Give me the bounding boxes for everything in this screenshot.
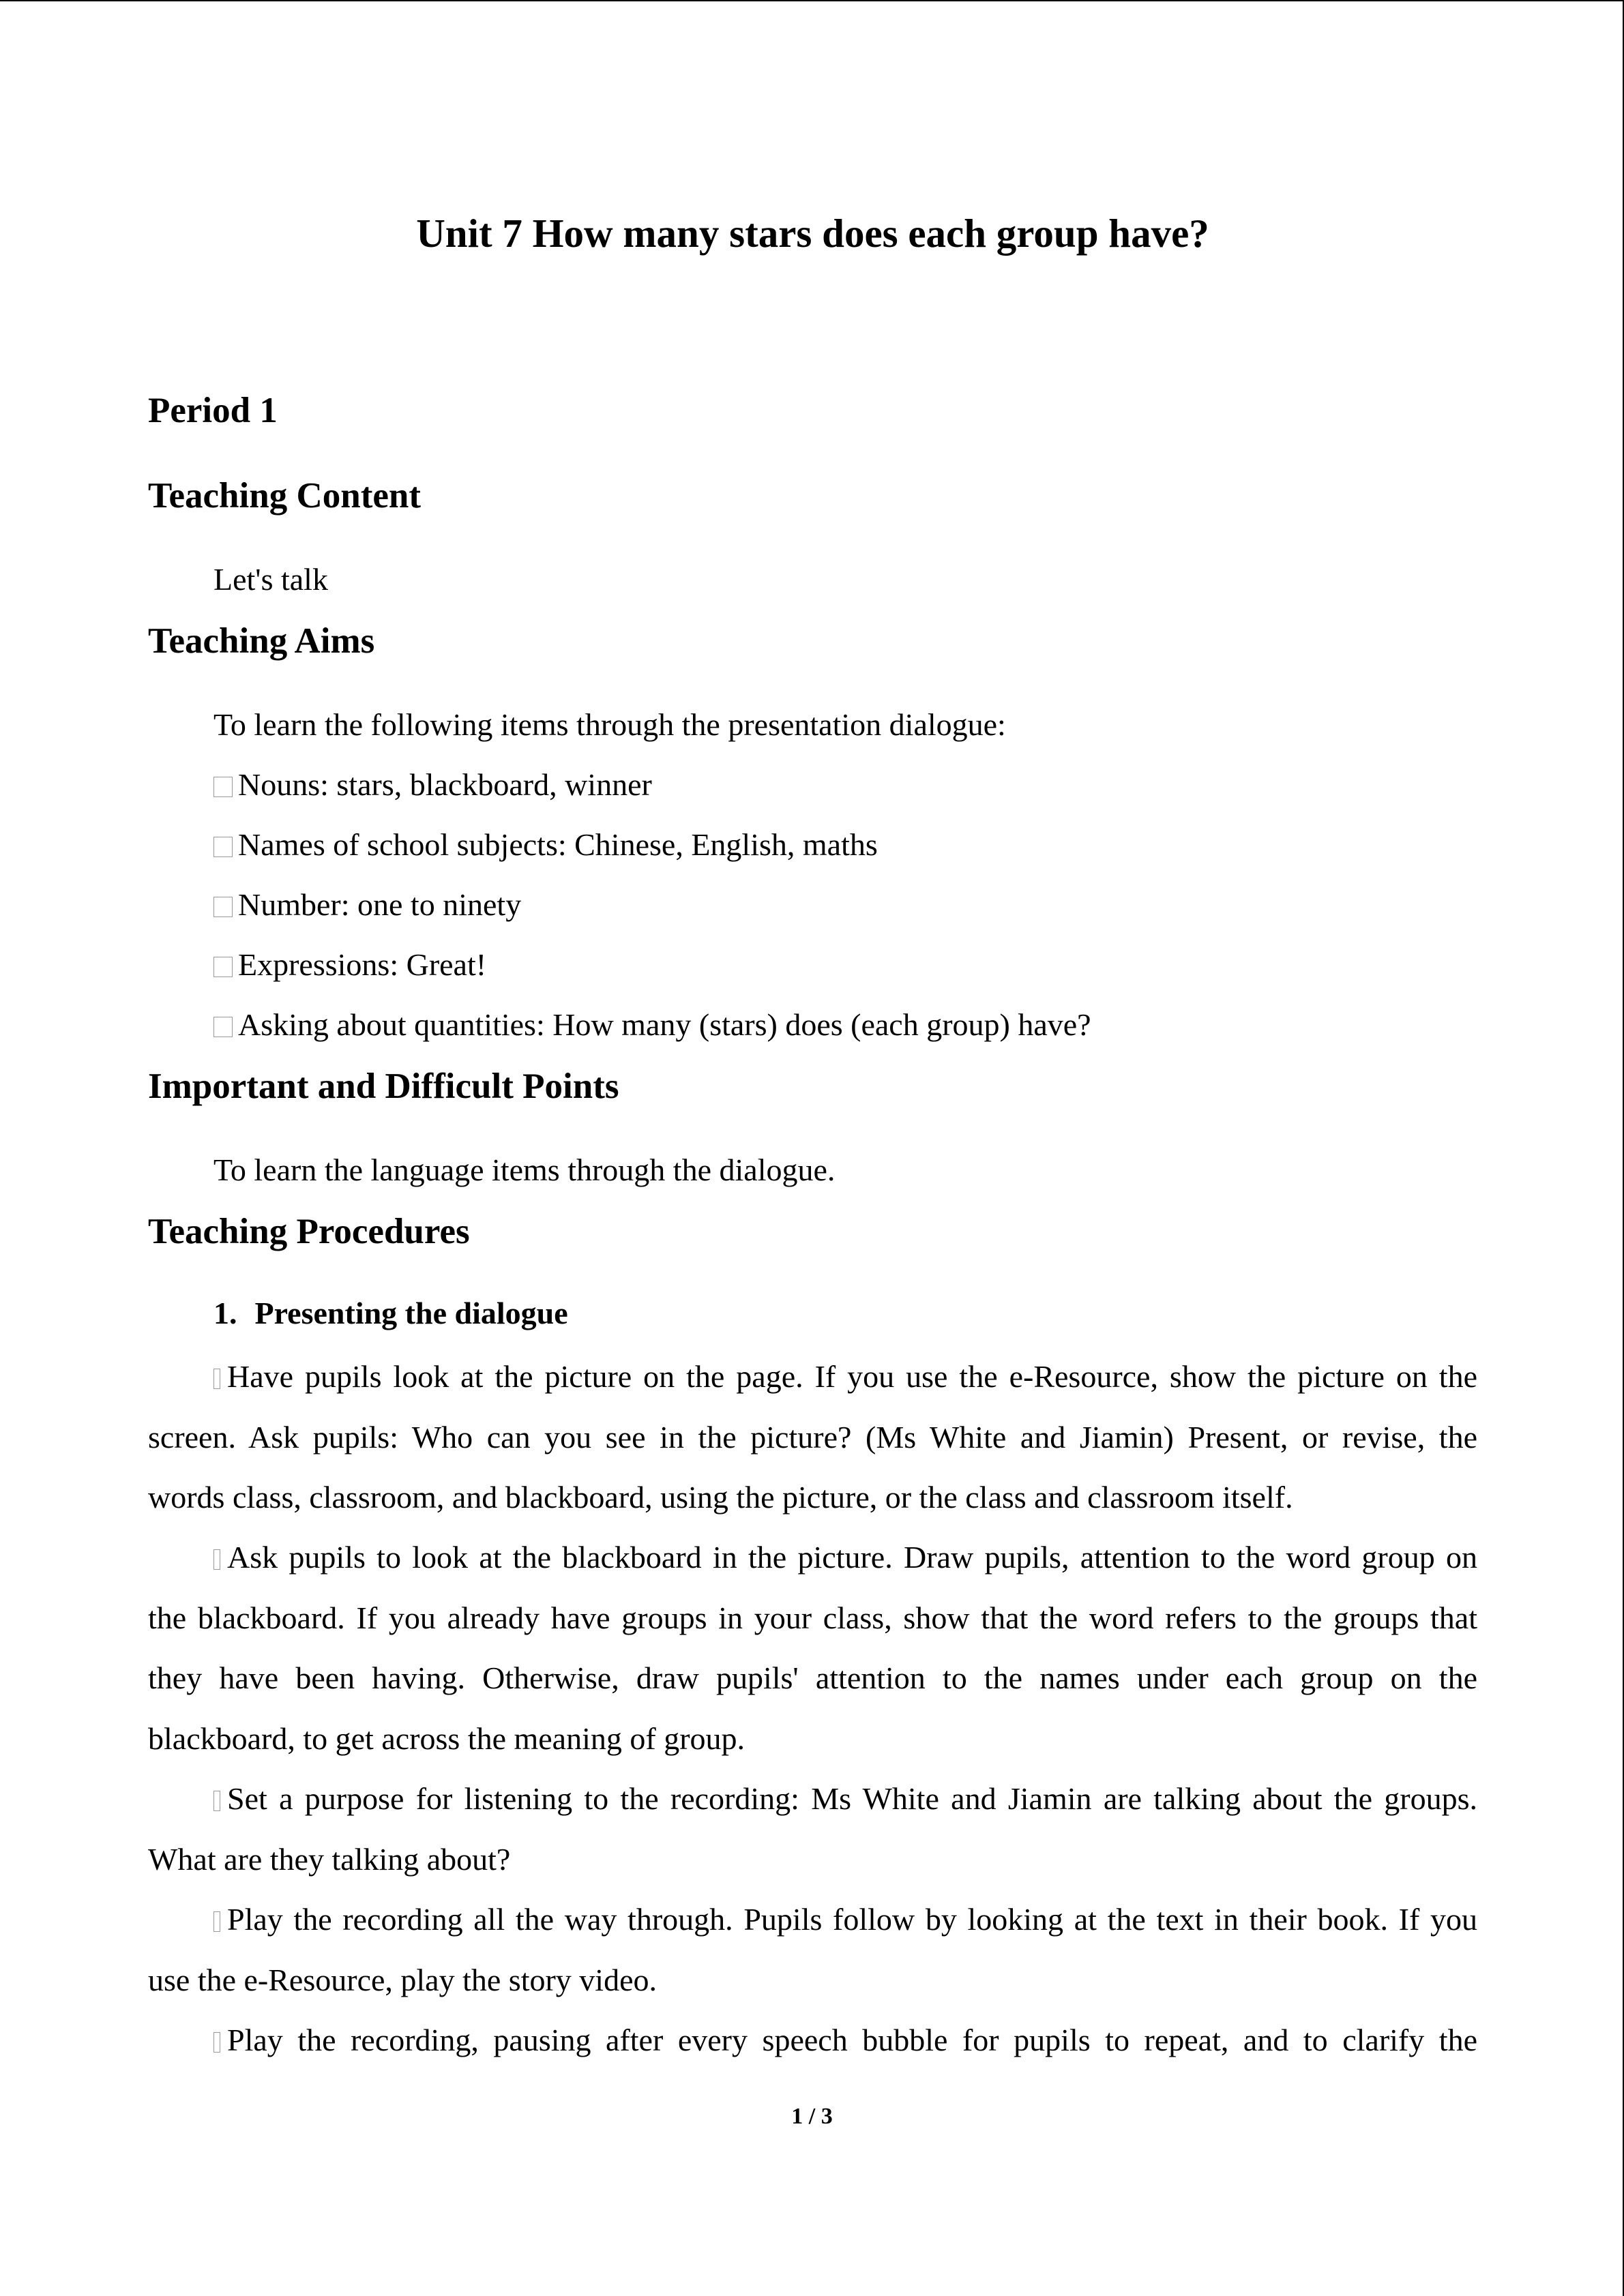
teaching-aims-heading: Teaching Aims (148, 621, 375, 661)
list-item (213, 764, 652, 805)
list-item-text: Number: one to ninety (238, 887, 522, 922)
period-heading: Period 1 (148, 391, 278, 430)
important-points-text: To learn the language items through the dialogue. (213, 1152, 836, 1187)
paragraph-line (148, 2010, 1477, 2071)
bullet-box-icon (213, 777, 233, 797)
line-text: Ask pupils to look at the blackboard in the picture. Draw pupils, attention to the word group on (227, 1540, 1477, 1575)
procedure-paragraph-1 (148, 1347, 1477, 1528)
procedure-paragraph-2 (148, 1527, 1477, 1769)
list-item (213, 824, 878, 865)
paragraph-line (148, 1347, 1477, 1407)
procedure-paragraph-5 (148, 2010, 1477, 2071)
bullet-box-icon (213, 1791, 220, 1811)
bullet-box-icon (213, 1017, 233, 1037)
step-title: Presenting the dialogue (254, 1296, 568, 1330)
teaching-content-heading: Teaching Content (148, 476, 422, 516)
paragraph-line: they have been having. Otherwise, draw pupils' attention to the names under each group on the (148, 1660, 1477, 1695)
paragraph-line (148, 1890, 1477, 1950)
list-item (213, 944, 486, 985)
paragraph-line: use the e-Resource, play the story video. (148, 1962, 657, 1997)
paragraph-line: screen. Ask pupils: Who can you see in the picture? (Ms White and Jiamin) Present, or revise, the (148, 1419, 1477, 1455)
list-item (213, 1004, 1091, 1045)
bullet-box-icon (213, 1549, 220, 1570)
paragraph-line: words class, classroom, and blackboard, using the picture, or the class and classroom itself. (148, 1480, 1293, 1515)
important-points-heading: Important and Difficult Points (148, 1067, 619, 1106)
paragraph-line: blackboard, to get across the meaning of group. (148, 1720, 745, 1756)
page-number: 1 / 3 (791, 2104, 833, 2129)
line-text: Play the recording all the way through. Pupils follow by looking at the text in their book. If you (227, 1902, 1477, 1937)
bullet-box-icon (213, 2032, 220, 2053)
bullet-box-icon (213, 1911, 220, 1932)
bullet-box-icon (213, 837, 233, 857)
teaching-content-text: Let's talk (213, 562, 328, 597)
paragraph-line: the blackboard. If you already have groups in your class, show that the word refers to the groups that (148, 1600, 1477, 1635)
line-text: Set a purpose for listening to the recording: Ms White and Jiamin are talking about the groups. (227, 1781, 1477, 1816)
paragraph-line (148, 1527, 1477, 1588)
bullet-box-icon (213, 897, 233, 917)
list-item (213, 884, 521, 925)
line-text: Have pupils look at the picture on the page. If you use the e-Resource, show the picture on the (227, 1359, 1477, 1394)
list-item-text: Nouns: stars, blackboard, winner (238, 767, 652, 802)
procedure-paragraph-4 (148, 1890, 1477, 2010)
list-item-text: Asking about quantities: How many (stars) does (each group) have? (238, 1007, 1091, 1042)
paragraph-line (148, 1769, 1477, 1830)
line-text: Play the recording, pausing after every speech bubble for pupils to repeat, and to clarify the (227, 2023, 1477, 2057)
step-heading (213, 1293, 568, 1334)
bullet-box-icon (213, 1369, 220, 1389)
step-number: 1. (213, 1296, 237, 1330)
list-item-text: Names of school subjects: Chinese, English, maths (238, 827, 878, 862)
teaching-procedures-heading: Teaching Procedures (148, 1212, 470, 1251)
document-title: Unit 7 How many stars does each group have? (416, 211, 1209, 256)
list-item-text: Expressions: Great! (238, 947, 487, 982)
procedure-paragraph-3 (148, 1769, 1477, 1890)
bullet-box-icon (213, 957, 233, 977)
teaching-aims-intro: To learn the following items through the presentation dialogue: (213, 707, 1006, 742)
paragraph-line: What are they talking about? (148, 1841, 511, 1877)
